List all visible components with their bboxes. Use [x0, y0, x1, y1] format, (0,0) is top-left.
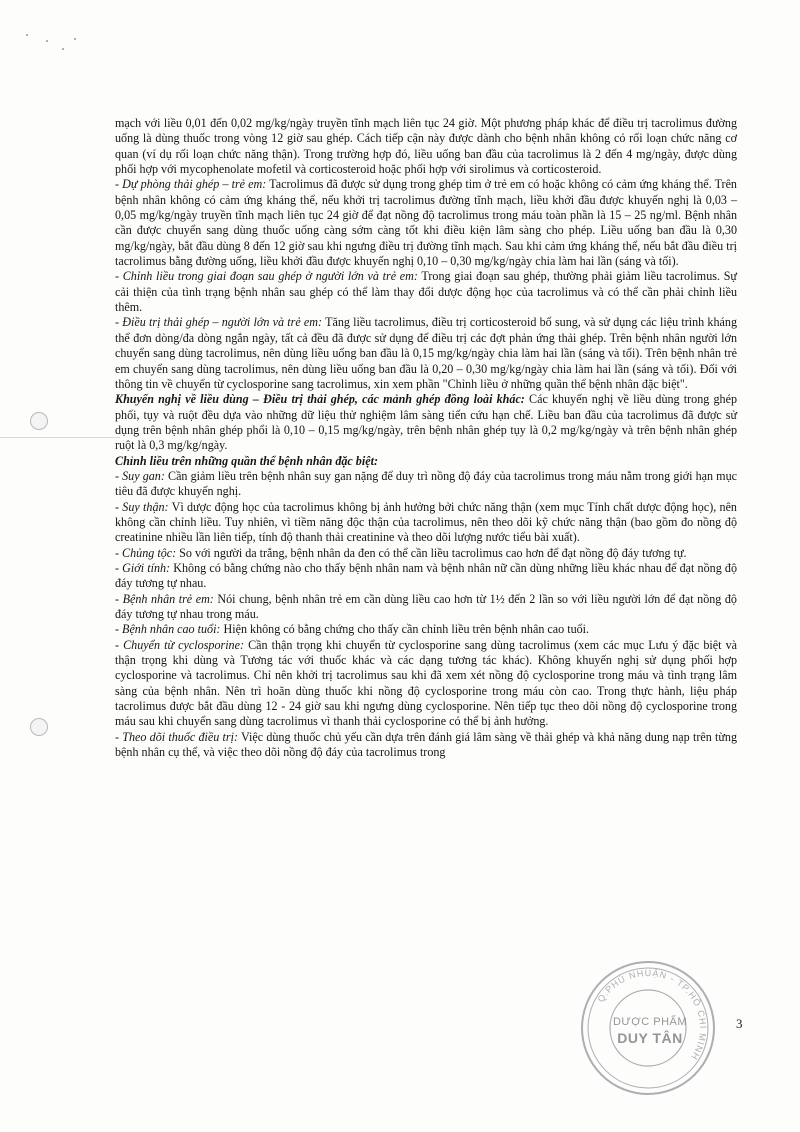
paragraph — [115, 500, 737, 546]
paragraph-text: Nói chung, bệnh nhân trẻ em cần dùng liều cao hơn từ 1½ đến 2 lần so với liều người lớn để đạt nồng độ đáy tương tự nhau trong máu. — [115, 591, 737, 621]
paragraph — [115, 592, 737, 623]
scan-specks — [22, 30, 82, 60]
paragraph-heading: - Suy gan: — [115, 468, 165, 483]
paragraph-text: So với người da trắng, bệnh nhân da đen có thể cần liều tacrolimus cao hơn để đạt nồng độ đáy tương tự. — [176, 545, 687, 560]
paragraph — [115, 315, 737, 392]
stamp-line-2: DUY TÂN — [617, 1030, 683, 1046]
stamp-line-1: DƯỢC PHẨM — [612, 1016, 688, 1028]
paragraph-heading: - Bệnh nhân trẻ em: — [115, 591, 214, 606]
paragraph-heading: - Dự phòng thải ghép – trẻ em: — [115, 177, 267, 192]
paragraph-heading: - Chỉnh liều trong giai đoạn sau ghép ở người lớn và trẻ em: — [115, 269, 418, 284]
paragraph — [115, 638, 737, 730]
paragraph-text: Việc dùng thuốc chủ yếu cần dựa trên đánh giá lâm sàng về thải ghép và khả năng dung nạp trên từng bệnh nhân cụ thể, và việc theo dõi nồng độ đáy của tacrolimus trong — [115, 729, 738, 760]
paragraph-heading: - Suy thận: — [115, 499, 169, 514]
paragraph — [115, 622, 737, 637]
fold-line — [0, 437, 120, 438]
paragraph-heading: - Theo dõi thuốc điều trị: — [115, 729, 238, 744]
paragraph-text: Cần giảm liều trên bệnh nhân suy gan nặng để duy trì nồng độ đáy của tacrolimus trong máu nằm trong giới hạn mục tiêu đã được khuyến nghị. — [115, 468, 737, 499]
document-body — [115, 116, 737, 760]
paragraph-heading: - Giới tính: — [115, 560, 171, 575]
page-number: 3 — [736, 1016, 743, 1031]
company-stamp — [578, 958, 718, 1098]
paragraph-text: Các khuyến nghị về liều dùng trong ghép phổi, tụy và ruột đều dựa vào những dữ liệu thử nghiệm lâm sàng tiến cứu hạn chế. Liều ban đầu của tacrolimus đã được sử dụng trên bệnh nhân ghép phổi là 0,10 – 0,15 mg/kg/ngày, trên bệnh nhân ghép tụy là 0,2 mg/kg/ngày và trên bệnh nhân ghép ruột là 0,3 mg/kg/ngày. — [115, 392, 737, 453]
paragraph — [115, 469, 737, 500]
paragraph-text: Tacrolimus đã được sử dụng trong ghép tim ở trẻ em có hoặc không có cảm ứng kháng thể. Trên bệnh nhân không có cảm ứng kháng thể, nếu khởi trị tacrolimus đường tĩnh mạch, liều khởi đầu được khuyến nghị là 0,03 – 0,05 mg/kg/ngày truyền tĩnh mạch liên tục 24 giờ để đạt nồng độ tacrolimus trong máu toàn phần là 15 – 25 ng/ml. Bệnh nhân cần được chuyển sang dùng thuốc uống càng sớm càng tốt khi điều kiện lâm sàng cho phép. Liều uống ban đầu là 0,30 mg/kg/ngày, bắt đầu dùng 8 đến 12 giờ sau khi ngưng điều trị đường tĩnh mạch. Sau khi cảm ứng kháng thể, nếu bắt đầu điều trị tacrolimus bằng đường uống, liều khởi đầu được khuyến nghị 0,10 – 0,30 mg/kg/ngày chia làm hai lần (sáng và tối). — [115, 177, 737, 269]
punch-hole-top — [30, 412, 48, 430]
paragraph — [115, 454, 737, 469]
paragraph-heading: - Điều trị thải ghép – người lớn và trẻ em: — [115, 315, 323, 330]
paragraph-heading: - Bệnh nhân cao tuổi: — [115, 622, 221, 637]
paragraph-heading: Chỉnh liều trên những quần thể bệnh nhân đặc biệt: — [115, 453, 378, 468]
paragraph — [115, 730, 737, 761]
paragraph-text: Tăng liều tacrolimus, điều trị corticosteroid bổ sung, và sử dụng các liệu trình kháng thể đơn dòng/đa dòng ngắn ngày, tất cả đều đã được sử dụng để điều trị các đợt phản ứng thải ghép. Trên bệnh nhân người lớn chuyển sang dùng tacrolimus, nên dùng liều uống ban đầu là 0,15 mg/kg/ngày chia làm hai lần (sáng và tối). Trên bệnh nhân trẻ em chuyển sang dùng tacrolimus, nên dùng liều uống ban đầu là 0,20 – 0,30 mg/kg/ngày chia làm hai lần (sáng và tối). Đối với thông tin về chuyển từ cyclosporine sang tacrolimus, xin xem phần "Chỉnh liều ở những quần thể bệnh nhân đặc biệt". — [115, 315, 737, 391]
paragraph-text: Không có bằng chứng nào cho thấy bệnh nhân nam và bệnh nhân nữ cần dùng những liều khác nhau để đạt nồng độ đáy tương tự nhau. — [115, 560, 737, 591]
paragraph-heading: - Chủng tộc: — [115, 545, 177, 560]
paragraph — [115, 561, 737, 592]
paragraph-text: Cần thận trọng khi chuyển từ cyclosporine sang dùng tacrolimus (xem các mục Lưu ý đặc biệt và thận trọng khi dùng và Tương tác với thuốc khác và các dạng tương tác khác). Không khuyến nghị sử dụng phối hợp cyclosporine và tacrolimus. Chỉ nên khởi trị tacrolimus sau khi đã xem xét nồng độ cyclosporine trong máu và tình trạng lâm sàng của bệnh nhân. Nên trì hoãn dùng thuốc khi nồng độ cyclosporine trong máu còn cao. Trong thực hành, liệu pháp tacrolimus được bắt đầu dùng 12 - 24 giờ sau khi ngưng dùng cyclosporine. Nên tiếp tục theo dõi nồng độ cyclosporine trong máu sau khi chuyển sang dùng tacrolimus vì thanh thải cyclosporine có thể bị ảnh hưởng. — [115, 637, 737, 729]
paragraph-heading: - Chuyển từ cyclosporine: — [115, 637, 244, 652]
paragraph-text: Hiện không có bằng chứng cho thấy cần chỉnh liều trên bệnh nhân cao tuổi. — [220, 622, 590, 637]
paragraph — [115, 269, 737, 315]
paragraph — [115, 177, 737, 269]
stamp-ring-text: Q.PHÚ NHUẬN - TP.HỒ CHÍ MINH — [595, 967, 709, 1063]
paragraph — [115, 546, 737, 561]
paragraph-heading: Khuyến nghị về liều dùng – Điều trị thải ghép, các mảnh ghép đồng loài khác: — [115, 392, 525, 407]
paragraph — [115, 392, 737, 453]
paragraph — [115, 116, 737, 177]
paragraph-text: Trong giai đoạn sau ghép, thường phải giảm liều tacrolimus. Sự cải thiện của tình trạng bệnh nhân sau ghép có thể làm thay đổi dược động học của tacrolimus và có thể cần phải chỉnh liều thêm. — [115, 269, 737, 315]
punch-hole-bottom — [30, 718, 48, 736]
paragraph-text: Vì dược động học của tacrolimus không bị ảnh hưởng bởi chức năng thận (xem mục Tính chất dược động học), nên không cần chỉnh liều. Tuy nhiên, vì tiềm năng độc thận của tacrolimus, nên theo dõi kỹ chức năng thận (bao gồm đo nồng độ creatinine nhiều lần liên tiếp, tính độ thanh thải creatinine và theo dõi lượng nước tiểu bài xuất). — [115, 499, 737, 545]
paragraph-text: mạch với liều 0,01 đến 0,02 mg/kg/ngày truyền tĩnh mạch liên tục 24 giờ. Một phương pháp khác để điều trị tacrolimus đường uống là dùng thuốc trong vòng 12 giờ sau ghép. Cách tiếp cận này được dành cho bệnh nhân không có rối loạn chức năng cơ quan (ví dụ rối loạn chức năng thận). Trong trường hợp đó, liều uống ban đầu của tacrolimus là 2 đến 4 mg/ngày, được dùng phối hợp với mycophenolate mofetil và corticosteroid hoặc phối hợp với sirolimus và corticosteroid. — [115, 116, 737, 177]
